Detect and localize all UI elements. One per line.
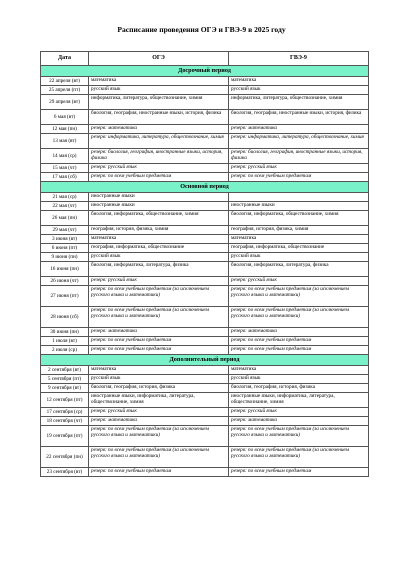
- date-cell: 3 июня (вт): [41, 235, 89, 244]
- oge-cell: биология, география, история, физика: [89, 384, 229, 393]
- table-row: [41, 226, 369, 235]
- table-row: [41, 286, 369, 307]
- date-cell: 12 сентября (пт): [41, 393, 89, 408]
- gve-cell: биология, информатика, обществознание, химия: [229, 211, 369, 226]
- section-row: [41, 182, 369, 193]
- gve-cell: резерв: по всем учебным предметам (за исключением русского языка и математики): [229, 447, 369, 468]
- date-cell: 25 апреля (пт): [41, 86, 89, 95]
- gve-cell: русский язык: [229, 253, 369, 262]
- date-cell: 17 сентября (ср): [41, 408, 89, 417]
- date-cell: 29 апреля (вт): [41, 95, 89, 110]
- date-cell: 22 апреля (вт): [41, 77, 89, 86]
- date-cell: 28 июня (сб): [41, 307, 89, 328]
- date-cell: 14 мая (ср): [41, 149, 89, 164]
- gve-cell: биология, география, история, физика: [229, 384, 369, 393]
- oge-cell: резерв: русский язык: [89, 164, 229, 173]
- gve-cell: география, информатика, обществознание: [229, 244, 369, 253]
- date-cell: 18 сентября (чт): [41, 417, 89, 426]
- table-row: [41, 95, 369, 110]
- gve-cell: резерв: по всем учебным предметам: [229, 468, 369, 477]
- gve-cell: резерв: по всем учебным предметам (за исключением русского языка и математики): [229, 286, 369, 307]
- header-gve: ГВЭ-9: [229, 52, 369, 66]
- gve-cell: резерв: по всем учебным предметам: [229, 173, 369, 182]
- date-cell: 16 июня (пн): [41, 262, 89, 277]
- date-cell: 23 сентября (вт): [41, 468, 89, 477]
- table-row: [41, 86, 369, 95]
- date-cell: 21 мая (ср): [41, 193, 89, 202]
- gve-cell: математика: [229, 235, 369, 244]
- oge-cell: математика: [89, 235, 229, 244]
- date-cell: 6 июня (пт): [41, 244, 89, 253]
- oge-cell: иностранные языки: [89, 193, 229, 202]
- oge-cell: русский язык: [89, 86, 229, 95]
- oge-cell: иностранные языки: [89, 202, 229, 211]
- oge-cell: резерв: по всем учебным предметам (за исключением русского языка и математики): [89, 426, 229, 447]
- oge-cell: математика: [89, 77, 229, 86]
- table-row: [41, 173, 369, 182]
- table-row: [41, 110, 369, 125]
- gve-cell: резерв: по всем учебным предметам (за исключением русского языка и математики): [229, 307, 369, 328]
- gve-cell: резерв: русский язык: [229, 408, 369, 417]
- gve-cell: резерв: математика: [229, 125, 369, 134]
- oge-cell: резерв: по всем учебным предметам: [89, 346, 229, 355]
- date-cell: 9 июня (пн): [41, 253, 89, 262]
- date-cell: 19 сентября (пт): [41, 426, 89, 447]
- table-row: [41, 337, 369, 346]
- table-row: [41, 149, 369, 164]
- gve-cell: математика: [229, 366, 369, 375]
- table-row: [41, 328, 369, 337]
- table-row: [41, 384, 369, 393]
- oge-cell: резерв: математика: [89, 417, 229, 426]
- table-row: [41, 277, 369, 286]
- oge-cell: география, информатика, обществознание: [89, 244, 229, 253]
- header-row: [41, 52, 369, 66]
- gve-cell: [229, 193, 369, 202]
- section-row: [41, 355, 369, 366]
- table-row: [41, 366, 369, 375]
- section-row: [41, 66, 369, 77]
- oge-cell: резерв: по всем учебным предметам (за исключением русского языка и математики): [89, 307, 229, 328]
- gve-cell: информатика, литература, обществознание, химия: [229, 95, 369, 110]
- section-title: Досрочный период: [41, 66, 369, 77]
- table-row: [41, 202, 369, 211]
- oge-cell: резерв: по всем учебным предметам: [89, 468, 229, 477]
- oge-cell: резерв: русский язык: [89, 277, 229, 286]
- oge-cell: резерв: информатика, литература, обществознание, химия: [89, 134, 229, 149]
- section-title: Дополнительный период: [41, 355, 369, 366]
- gve-cell: резерв: русский язык: [229, 277, 369, 286]
- date-cell: 12 мая (пн): [41, 125, 89, 134]
- date-cell: 15 мая (чт): [41, 164, 89, 173]
- date-cell: 22 сентября (пн): [41, 447, 89, 468]
- gve-cell: резерв: по всем учебным предметам: [229, 346, 369, 355]
- table-row: [41, 346, 369, 355]
- oge-cell: резерв: по всем учебным предметам: [89, 173, 229, 182]
- date-cell: 27 июня (пт): [41, 286, 89, 307]
- oge-cell: биология, информатика, обществознание, химия: [89, 211, 229, 226]
- date-cell: 17 мая (сб): [41, 173, 89, 182]
- schedule-table: [40, 51, 369, 477]
- gve-cell: математика: [229, 77, 369, 86]
- table-row: [41, 375, 369, 384]
- date-cell: 26 мая (пн): [41, 211, 89, 226]
- table-header: [41, 52, 369, 66]
- page-title: Расписание проведения ОГЭ и ГВЭ-9 в 2025 году: [117, 25, 286, 34]
- gve-cell: русский язык: [229, 375, 369, 384]
- oge-cell: иностранные языки, информатика, литература, обществознание, химия: [89, 393, 229, 408]
- date-cell: 22 мая (чт): [41, 202, 89, 211]
- oge-cell: русский язык: [89, 375, 229, 384]
- date-cell: 26 июня (чт): [41, 277, 89, 286]
- table-row: [41, 447, 369, 468]
- date-cell: 30 июня (пн): [41, 328, 89, 337]
- oge-cell: русский язык: [89, 253, 229, 262]
- oge-cell: резерв: по всем учебным предметам (за исключением русского языка и математики): [89, 286, 229, 307]
- header-oge: ОГЭ: [89, 52, 229, 66]
- table-row: [41, 262, 369, 277]
- table-row: [41, 417, 369, 426]
- table-row: [41, 235, 369, 244]
- gve-cell: резерв: математика: [229, 328, 369, 337]
- table-row: [41, 134, 369, 149]
- table-row: [41, 244, 369, 253]
- oge-cell: информатика, литература, обществознание, химия: [89, 95, 229, 110]
- date-cell: 9 сентября (вт): [41, 384, 89, 393]
- table-row: [41, 307, 369, 328]
- date-cell: 6 мая (вт): [41, 110, 89, 125]
- gve-cell: биология, информатика, литература, физика: [229, 262, 369, 277]
- date-cell: 29 мая (чт): [41, 226, 89, 235]
- date-cell: 1 июля (вт): [41, 337, 89, 346]
- date-cell: 2 сентября (вт): [41, 366, 89, 375]
- oge-cell: резерв: биология, география, иностранные языки, история, физика: [89, 149, 229, 164]
- gve-cell: резерв: по всем учебным предметам (за исключением русского языка и математики): [229, 426, 369, 447]
- gve-cell: русский язык: [229, 86, 369, 95]
- table-row: [41, 164, 369, 173]
- table-row: [41, 211, 369, 226]
- oge-cell: резерв: математика: [89, 125, 229, 134]
- gve-cell: география, история, физика, химия: [229, 226, 369, 235]
- gve-cell: резерв: по всем учебным предметам: [229, 337, 369, 346]
- oge-cell: биология, информатика, литература, физика: [89, 262, 229, 277]
- table-row: [41, 426, 369, 447]
- date-cell: 2 июля (ср): [41, 346, 89, 355]
- table-row: [41, 393, 369, 408]
- table-row: [41, 253, 369, 262]
- gve-cell: резерв: русский язык: [229, 164, 369, 173]
- oge-cell: биология, география, иностранные языки, история, физика: [89, 110, 229, 125]
- oge-cell: математика: [89, 366, 229, 375]
- gve-cell: иностранные языки, информатика, литература, обществознание, химия: [229, 393, 369, 408]
- oge-cell: резерв: математика: [89, 328, 229, 337]
- oge-cell: резерв: русский язык: [89, 408, 229, 417]
- date-cell: 5 сентября (пт): [41, 375, 89, 384]
- gve-cell: резерв: информатика, литература, обществознание, химия: [229, 134, 369, 149]
- gve-cell: резерв: биология, география, иностранные языки, история, физика: [229, 149, 369, 164]
- section-title: Основной период: [41, 182, 369, 193]
- gve-cell: иностранные языки: [229, 202, 369, 211]
- gve-cell: биология, география, иностранные языки, история, физика: [229, 110, 369, 125]
- oge-cell: география, история, физика, химия: [89, 226, 229, 235]
- table-row: [41, 77, 369, 86]
- table-row: [41, 468, 369, 477]
- table-body: [41, 66, 369, 477]
- table-row: [41, 408, 369, 417]
- oge-cell: резерв: по всем учебным предметам: [89, 337, 229, 346]
- gve-cell: резерв: математика: [229, 417, 369, 426]
- header-date: Дата: [41, 52, 89, 66]
- oge-cell: резерв: по всем учебным предметам (за исключением русского языка и математики): [89, 447, 229, 468]
- table-row: [41, 193, 369, 202]
- date-cell: 13 мая (вт): [41, 134, 89, 149]
- table-row: [41, 125, 369, 134]
